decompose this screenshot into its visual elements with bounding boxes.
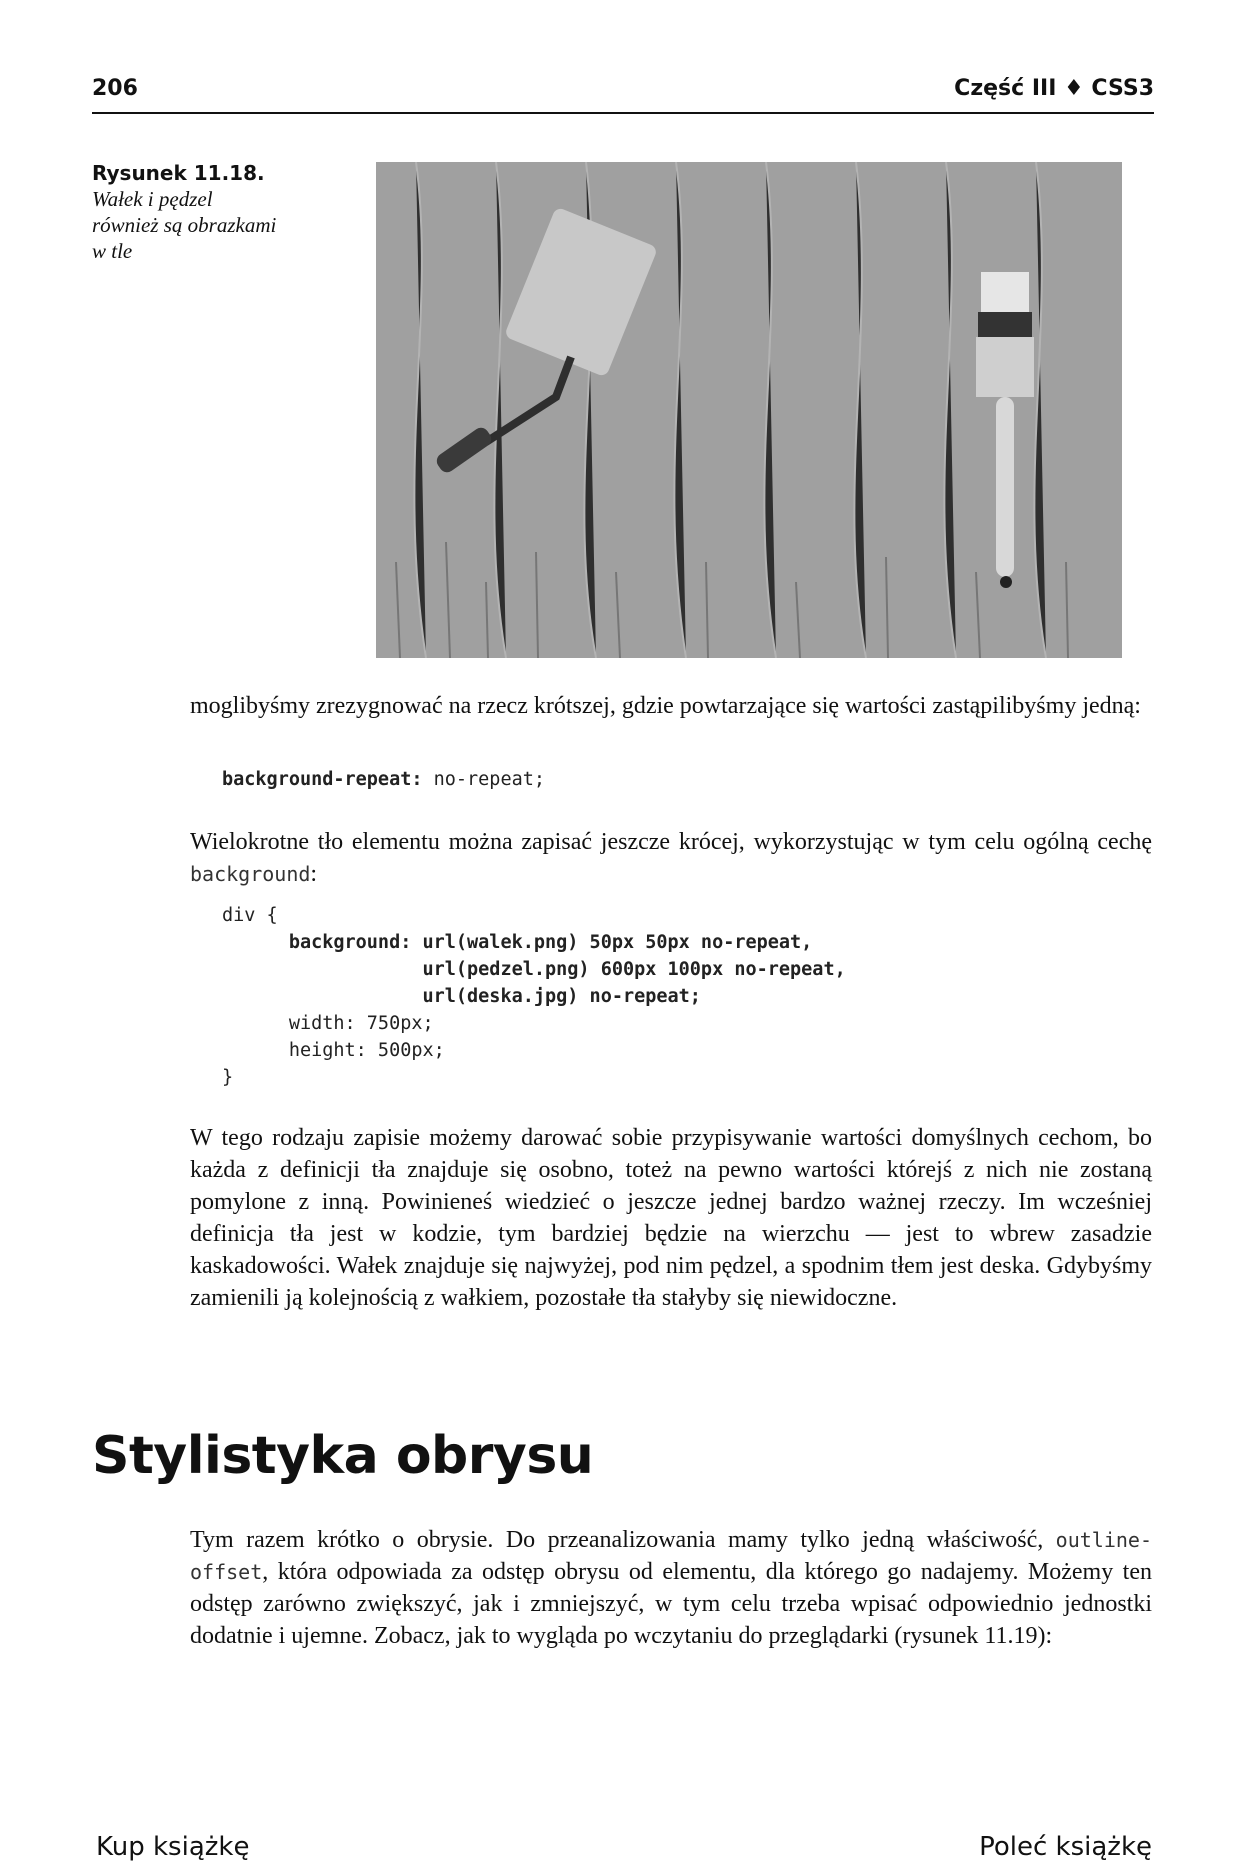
page-number: 206 [92, 76, 138, 101]
code-line: } [222, 1067, 234, 1088]
code-property: background-repeat: [222, 769, 423, 790]
buy-book-link[interactable]: Kup książkę [96, 1832, 250, 1862]
figure-image [376, 162, 1122, 658]
page-header [92, 76, 1154, 114]
paragraph-text: , która odpowiada za odstęp obrysu od elementu, dla którego go nadajemy. Możemy ten odstęp zarówno zwiększyć, jak i zmniejszyć, w tym celu trzeba wpisać odpowiednio jednostki dodatnie i ujemne. Zobacz, jak to wygląda po wczytaniu do przeglądarki (rysunek 11.19): [190, 1559, 1152, 1649]
paragraph [190, 826, 1152, 890]
caption-line: w tle [92, 239, 133, 263]
inline-code: background [190, 862, 311, 886]
caption-line: Wałek i pędzel [92, 187, 213, 211]
inline-code: outline-offset [190, 1528, 1152, 1584]
paragraph-text: Tym razem krótko o obrysie. Do przeanalizowania mamy tylko jedną właściwość, [190, 1527, 1056, 1553]
caption-line: również są obrazkami [92, 213, 277, 237]
code-value: no-repeat; [422, 769, 546, 790]
paragraph: W tego rodzaju zapisie możemy darować sobie przypisywanie wartości domyślnych cechom, bo każda z definicji tła znajduje się osobno, toteż na pewno wartości którejś z nich nie zostaną pomylone z inną. Powinieneś wiedzieć o jeszcze jednej bardzo ważnej rzeczy. Im wcześniej definicja tła jest w kodzie, tym bardziej będzie na wierzchu — jest to wbrew zasadzie kaskadowości. Wałek znajduje się najwyżej, pod nim pędzel, a spodnim tłem jest deska. Gdybyśmy zamienili ją kolejnością z wałkiem, pozostałe tła stałyby się niewidoczne. [190, 1125, 1152, 1311]
code-block-2 [222, 902, 846, 1091]
paragraph-text: Wielokrotne tło elementu można zapisać jeszcze krócej, wykorzystując w tym celu ogólną cechę [190, 829, 1152, 855]
code-line: height: 500px; [288, 1040, 445, 1061]
code-line: width: 750px; [288, 1013, 434, 1034]
code-line: div { [222, 905, 278, 926]
roller-brush-image [376, 162, 1122, 658]
section-heading: Stylistyka obrysu [92, 1426, 594, 1486]
figure-label: Rysunek 11.18. [92, 161, 265, 185]
paragraph: moglibyśmy zrezygnować na rzecz krótszej, gdzie powtarzające się wartości zastąpilibyśmy jedną: [190, 693, 1141, 719]
recommend-book-link[interactable]: Poleć książkę [979, 1832, 1152, 1862]
paragraph-text: : [310, 861, 318, 887]
code-line: url(pedzel.png) 600px 100px no-repeat, [422, 959, 846, 980]
paragraph [190, 1524, 1152, 1652]
figure-caption [92, 160, 332, 264]
code-block-1 [222, 766, 545, 793]
section-title: Część III ♦ CSS3 [954, 76, 1154, 101]
code-line: background: url(walek.png) 50px 50px no-repeat, [288, 932, 813, 953]
code-line: url(deska.jpg) no-repeat; [422, 986, 701, 1007]
